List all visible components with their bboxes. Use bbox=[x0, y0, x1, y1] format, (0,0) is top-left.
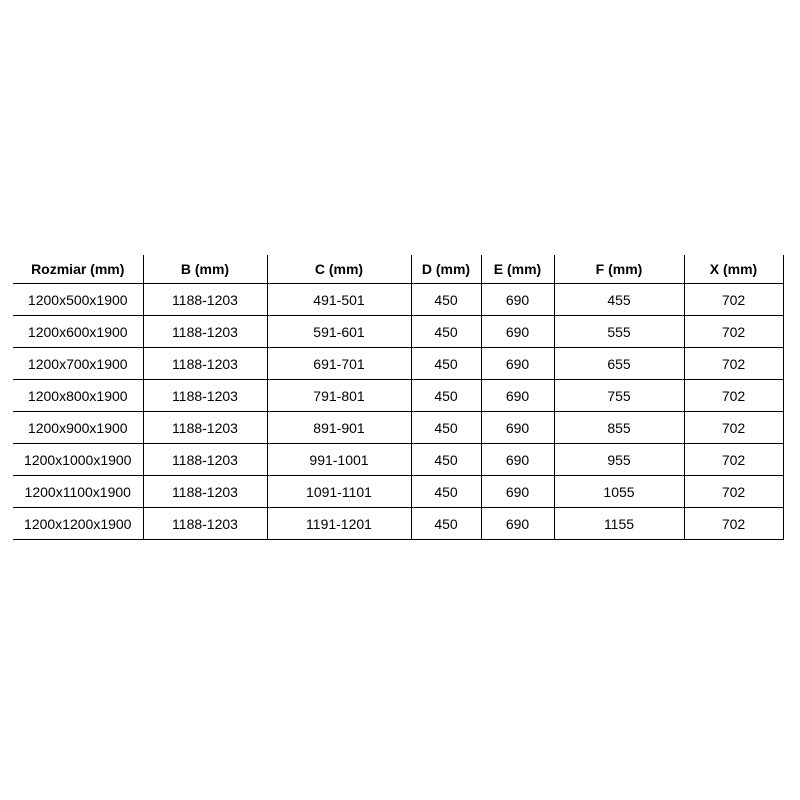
table-cell: 591-601 bbox=[267, 316, 411, 348]
table-cell: 991-1001 bbox=[267, 444, 411, 476]
specifications-table bbox=[13, 255, 784, 540]
table-cell: 702 bbox=[684, 316, 783, 348]
table-cell: 1200x1000x1900 bbox=[13, 444, 143, 476]
table-row bbox=[13, 476, 783, 508]
table-cell: 1188-1203 bbox=[143, 412, 267, 444]
table-cell: 955 bbox=[554, 444, 684, 476]
table-cell: 450 bbox=[411, 348, 481, 380]
table-cell: 702 bbox=[684, 284, 783, 316]
table-cell: 1188-1203 bbox=[143, 348, 267, 380]
table-cell: 1188-1203 bbox=[143, 316, 267, 348]
column-header-x: X (mm) bbox=[684, 255, 783, 284]
column-header-f: F (mm) bbox=[554, 255, 684, 284]
table-cell: 791-801 bbox=[267, 380, 411, 412]
table-cell: 655 bbox=[554, 348, 684, 380]
table-cell: 1188-1203 bbox=[143, 476, 267, 508]
table-cell: 1188-1203 bbox=[143, 444, 267, 476]
table-cell: 555 bbox=[554, 316, 684, 348]
table-cell: 1188-1203 bbox=[143, 284, 267, 316]
table-cell: 450 bbox=[411, 284, 481, 316]
table-cell: 702 bbox=[684, 444, 783, 476]
column-header-e: E (mm) bbox=[481, 255, 554, 284]
table-row bbox=[13, 316, 783, 348]
table-cell: 1200x700x1900 bbox=[13, 348, 143, 380]
table-row bbox=[13, 508, 783, 540]
table-cell: 702 bbox=[684, 508, 783, 540]
table-cell: 1200x500x1900 bbox=[13, 284, 143, 316]
column-header-c: C (mm) bbox=[267, 255, 411, 284]
table-cell: 690 bbox=[481, 412, 554, 444]
table-cell: 1200x800x1900 bbox=[13, 380, 143, 412]
table-row bbox=[13, 284, 783, 316]
table-cell: 1155 bbox=[554, 508, 684, 540]
table-cell: 690 bbox=[481, 476, 554, 508]
table-cell: 691-701 bbox=[267, 348, 411, 380]
table-body bbox=[13, 284, 783, 540]
table-cell: 491-501 bbox=[267, 284, 411, 316]
table-cell: 1055 bbox=[554, 476, 684, 508]
table-cell: 450 bbox=[411, 380, 481, 412]
table-cell: 702 bbox=[684, 412, 783, 444]
table-cell: 1191-1201 bbox=[267, 508, 411, 540]
table-cell: 891-901 bbox=[267, 412, 411, 444]
table-cell: 1200x900x1900 bbox=[13, 412, 143, 444]
table-cell: 690 bbox=[481, 380, 554, 412]
table-cell: 1188-1203 bbox=[143, 380, 267, 412]
table-cell: 455 bbox=[554, 284, 684, 316]
header-row bbox=[13, 255, 783, 284]
table-cell: 450 bbox=[411, 316, 481, 348]
table-cell: 690 bbox=[481, 316, 554, 348]
column-header-d: D (mm) bbox=[411, 255, 481, 284]
column-header-b: B (mm) bbox=[143, 255, 267, 284]
table-cell: 690 bbox=[481, 508, 554, 540]
table-cell: 450 bbox=[411, 508, 481, 540]
table-header bbox=[13, 255, 783, 284]
table-cell: 450 bbox=[411, 412, 481, 444]
table-cell: 702 bbox=[684, 348, 783, 380]
table-row bbox=[13, 348, 783, 380]
table-cell: 690 bbox=[481, 444, 554, 476]
table-cell: 755 bbox=[554, 380, 684, 412]
table-cell: 1091-1101 bbox=[267, 476, 411, 508]
table-row bbox=[13, 444, 783, 476]
table-cell: 1200x1100x1900 bbox=[13, 476, 143, 508]
table-cell: 1200x1200x1900 bbox=[13, 508, 143, 540]
table-cell: 1188-1203 bbox=[143, 508, 267, 540]
table-cell: 450 bbox=[411, 444, 481, 476]
column-header-rozmiar: Rozmiar (mm) bbox=[13, 255, 143, 284]
table-row bbox=[13, 380, 783, 412]
table-cell: 1200x600x1900 bbox=[13, 316, 143, 348]
table-cell: 702 bbox=[684, 380, 783, 412]
table-cell: 702 bbox=[684, 476, 783, 508]
table-cell: 855 bbox=[554, 412, 684, 444]
table-cell: 690 bbox=[481, 284, 554, 316]
table-row bbox=[13, 412, 783, 444]
table-cell: 450 bbox=[411, 476, 481, 508]
table-cell: 690 bbox=[481, 348, 554, 380]
